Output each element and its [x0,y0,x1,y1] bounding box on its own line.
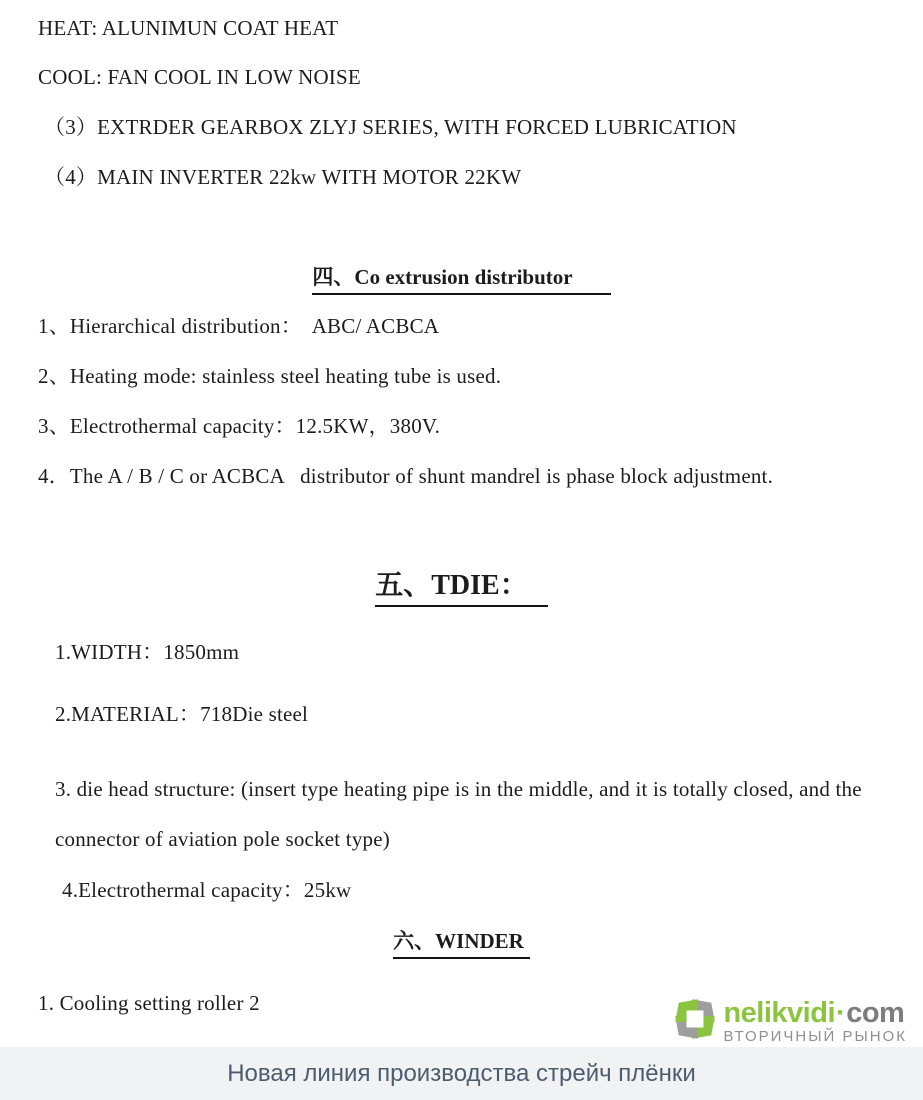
watermark-text-block [723,998,907,1045]
co-extrusion-item-4: 4．The A / B / C or ACBCA distributor of shunt mandrel is phase block adjustment. [38,464,774,488]
section-heading-winder-text: 六、WINDER [393,925,530,959]
doc-line-heat: HEAT: ALUNIMUN COAT HEAT [38,16,339,40]
section-heading-co-extrusion [0,261,923,295]
caption-bar [0,1047,923,1100]
section-heading-tdie-text: 五、TDIE： [375,563,547,607]
co-extrusion-item-3: 3、Electrothermal capacity：12.5KW，380V. [38,414,441,438]
section-heading-co-extrusion-text: 四、Co extrusion distributor [312,261,610,295]
tdie-item-3: 3. die head structure: (insert type heating pipe is in the middle, and it is totally closed, and the connector of aviation pole socket type) [55,777,862,851]
doc-line-cool: COOL: FAN COOL IN LOW NOISE [38,65,361,89]
tdie-item-1: 1.WIDTH：1850mm [55,640,240,664]
watermark-brand-dot: · [836,997,846,1029]
co-extrusion-item-1: 1、Hierarchical distribution： ABC/ ACBCA [38,314,440,338]
winder-item-1: 1. Cooling setting roller 2 [38,991,260,1015]
tdie-item-2: 2.MATERIAL：718Die steel [55,702,309,726]
watermark-logo [671,995,907,1048]
section-heading-tdie [0,563,923,607]
co-extrusion-item-2: 2、Heating mode: stainless steel heating tube is used. [38,364,502,388]
watermark-brand-name: nelikvidi [723,997,836,1029]
doc-line-inverter: （4）MAIN INVERTER 22kw WITH MOTOR 22KW [44,165,522,189]
recycle-pinwheel-icon [671,995,723,1048]
watermark-brand-tld: com [846,997,905,1029]
section-heading-winder [0,925,923,959]
watermark-tagline: ВТОРИЧНЫЙ РЫНОК [723,1028,907,1045]
doc-line-gearbox: （3）EXTRDER GEARBOX ZLYJ SERIES, WITH FORCED LUBRICATION [44,115,737,139]
caption-text: Новая линия производства стрейч плёнки [227,1059,696,1087]
watermark-brand [723,998,907,1028]
tdie-item-4: 4.Electrothermal capacity：25kw [62,878,352,902]
